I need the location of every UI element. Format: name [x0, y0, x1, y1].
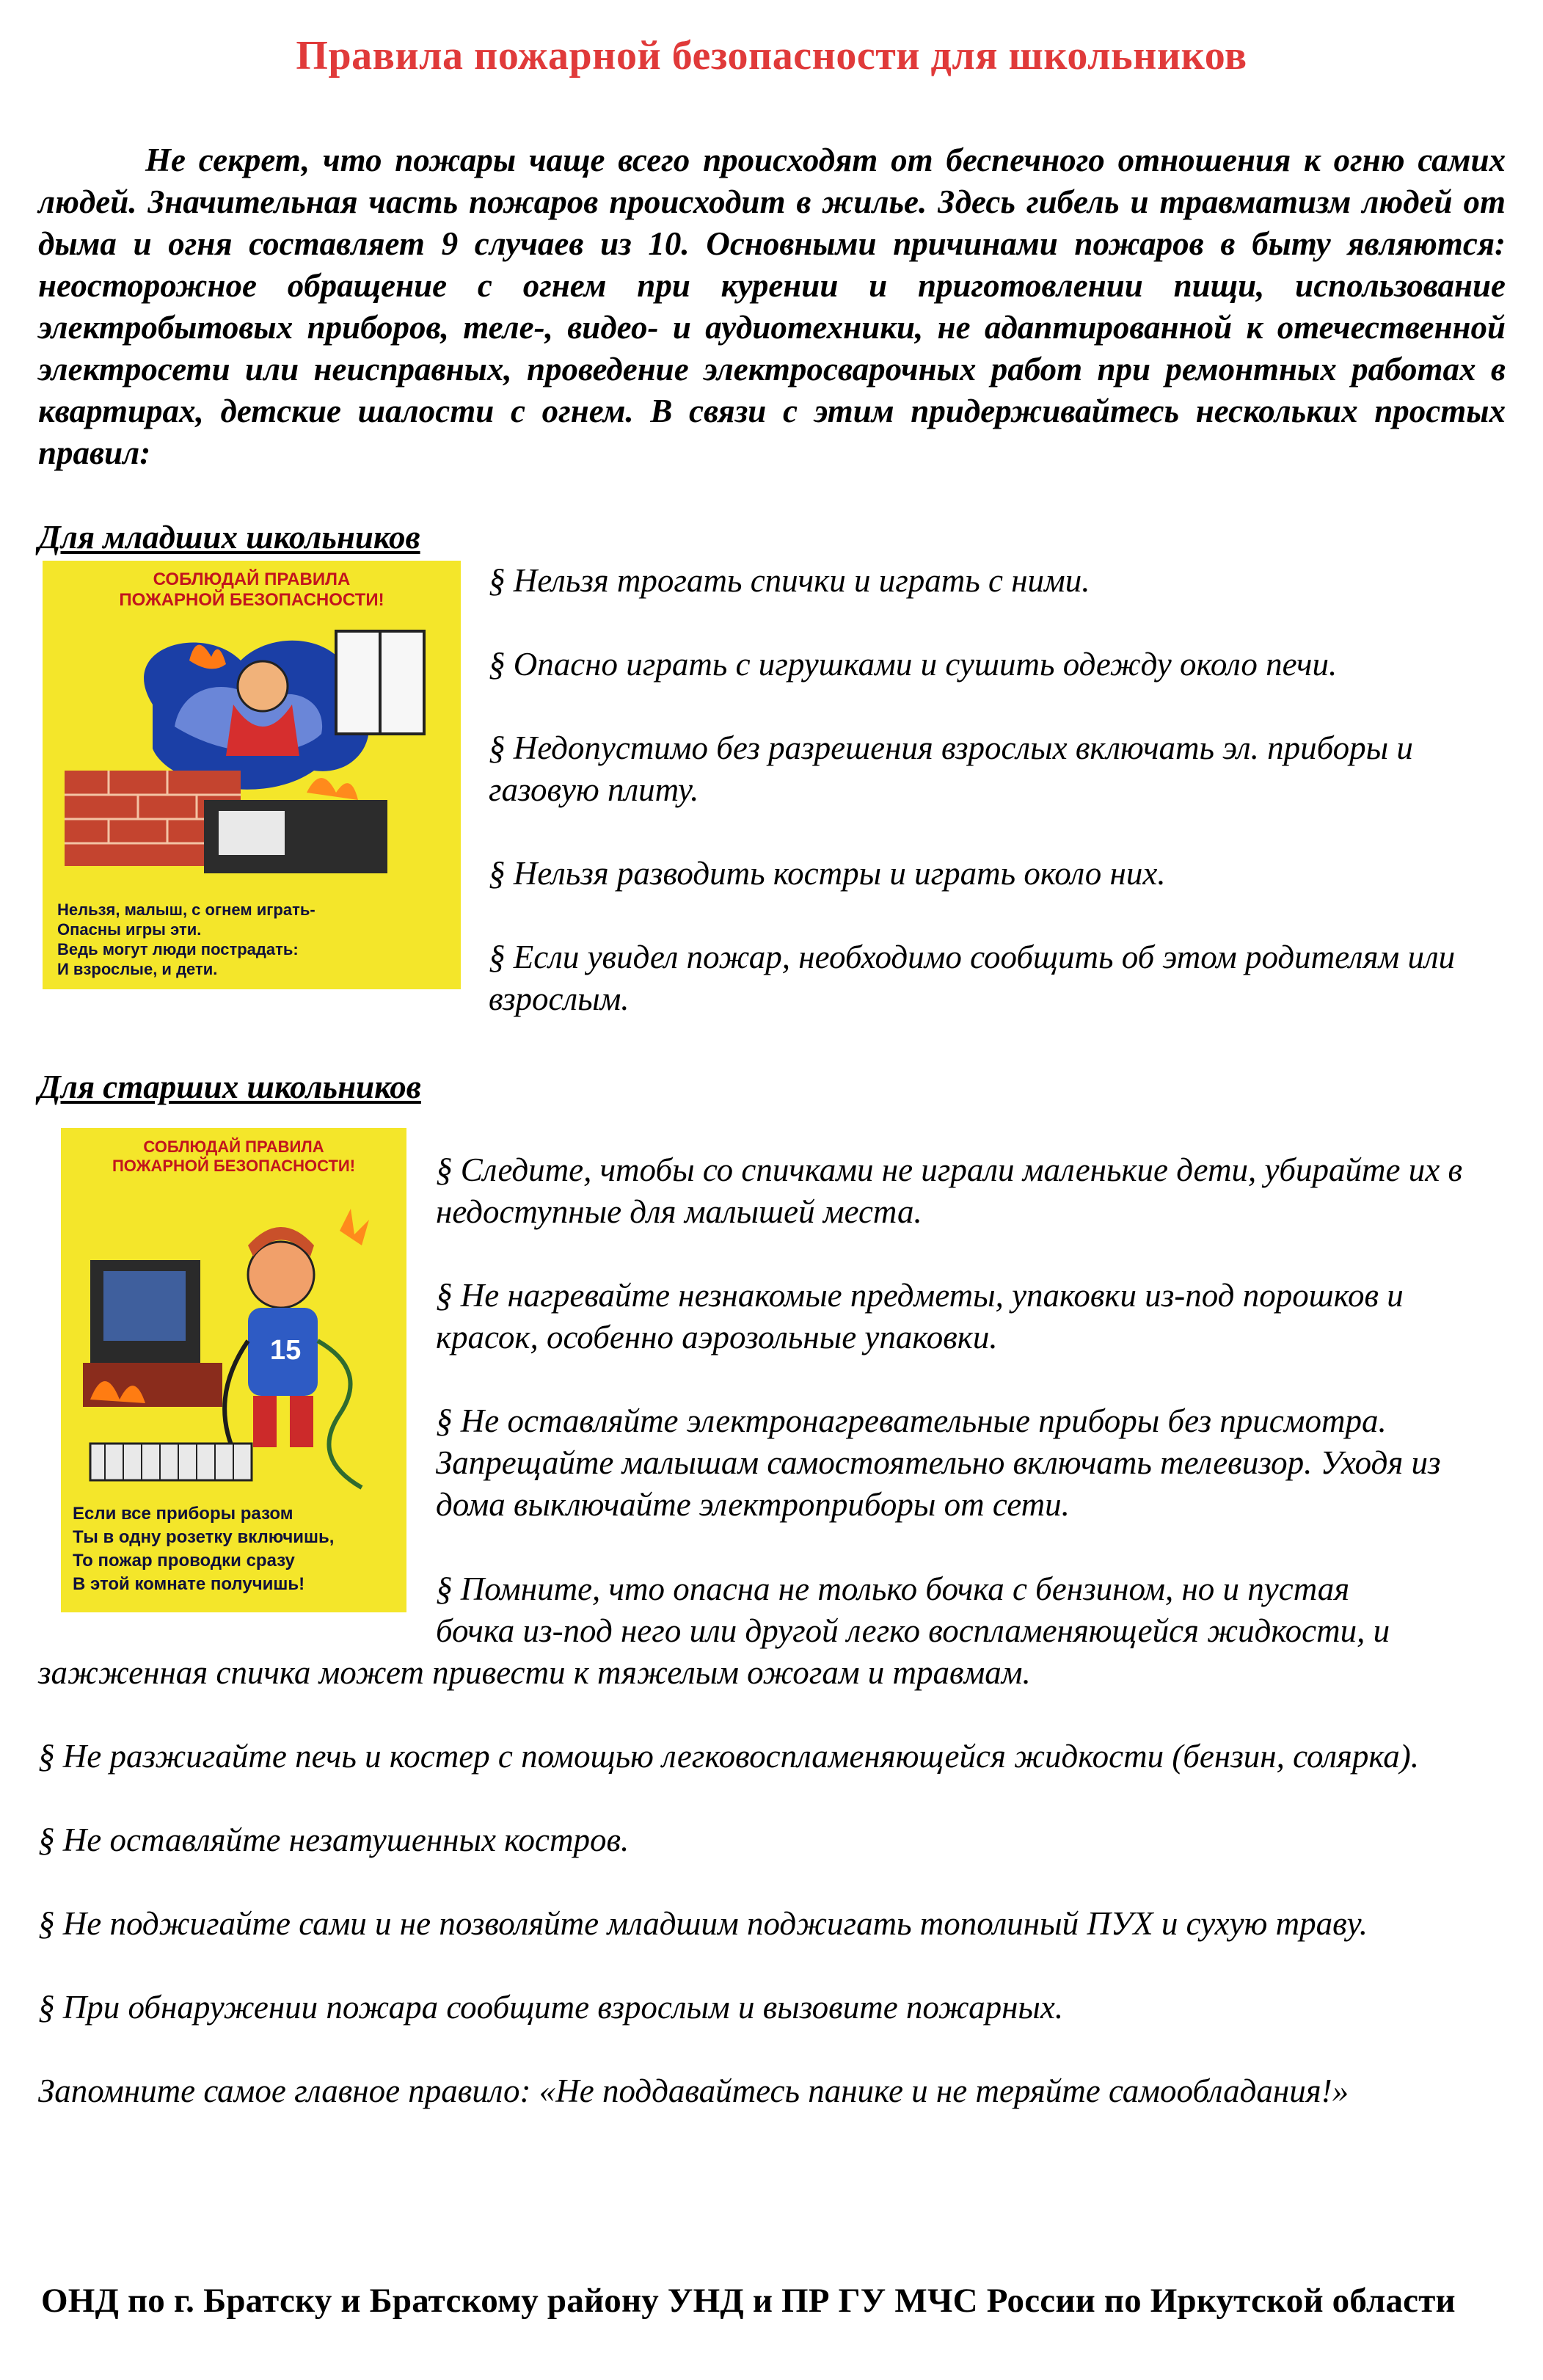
senior-rules-full — [38, 1736, 1506, 2154]
list-item: § При обнаружении пожара сообщите взрослым и вызовите пожарных. — [38, 1989, 1064, 2026]
senior-poster-verse-line: Ты в одну розетку включишь, — [73, 1527, 335, 1547]
junior-poster-verse — [57, 900, 315, 979]
list-item: § Опасно играть с игрушками и сушить одежду около печи. — [489, 646, 1338, 683]
list-item: § Если увидел пожар, необходимо сообщить об этом родителям или взрослым. — [489, 939, 1456, 1017]
junior-poster-verse-line: И взрослые, и дети. — [57, 960, 218, 978]
list-item: § Не нагревайте незнакомые предметы, упаковки из-под порошков и красок, особенно аэрозольные упаковки. — [436, 1277, 1404, 1355]
senior-poster-header-2: ПОЖАРНОЙ БЕЗОПАСНОСТИ! — [112, 1157, 356, 1175]
senior-poster-verse-line: Если все приборы разом — [73, 1504, 293, 1524]
senior-rules-side — [436, 1149, 1507, 1568]
junior-poster-header-2: ПОЖАРНОЙ БЕЗОПАСНОСТИ! — [119, 590, 384, 610]
rule-wrap-start: § Помните, что опасна не только бочка с бензином, но и пустая — [436, 1571, 1350, 1607]
junior-rules-list — [489, 560, 1509, 1062]
list-item: § Не поджигайте сами и не позволяйте младшим поджигать тополиный ПУХ и сухую траву. — [38, 1905, 1368, 1942]
list-item: § Нельзя разводить костры и играть около них. — [489, 855, 1166, 892]
senior-heading: Для старших школьников — [38, 1069, 421, 1105]
junior-poster-verse-line: Нельзя, малыш, с огнем играть- — [57, 900, 315, 919]
senior-poster-verse-line: В этой комнате получишь! — [73, 1574, 305, 1594]
list-item: § Не оставляйте незатушенных костров. — [38, 1822, 630, 1858]
senior-poster-header-1: СОБЛЮДАЙ ПРАВИЛА — [143, 1138, 324, 1156]
shirt-number: 15 — [270, 1335, 302, 1366]
list-item: § Не оставляйте электронагревательные приборы без присмотра. Запрещайте малышам самостоятельно включать телевизор. Уходя из дома выключайте электроприборы от сети. — [436, 1402, 1441, 1523]
footer-organization: ОНД по г. Братску и Братскому району УНД и ПР ГУ МЧС России по Иркутской области — [41, 2282, 1456, 2320]
list-item: § Недопустимо без разрешения взрослых включать эл. приборы и газовую плиту. — [489, 729, 1413, 808]
junior-heading: Для младших школьников — [38, 519, 420, 556]
senior-poster-verse — [73, 1502, 334, 1596]
junior-poster-image — [43, 561, 461, 989]
intro-paragraph: Не секрет, что пожары чаще всего происходят от беспечного отношения к огню самих людей. Значительная часть пожаров происходит в жилье. Здесь гибель и травматизм людей от дыма и огня составляет 9 случаев из 10. Основными причинами пожаров в быту являются: неосторожное обращение с огнем при курении и приготовлении пищи, использование электробытовых приборов, теле-, видео- и аудиотехники, не адаптированной к отечественной электросети или неисправных, проведение электросварочных работ при ремонтных работах в квартирах, детские шалости с огнем. В связи с этим придерживайтесь нескольких простых правил: — [38, 142, 1506, 471]
closing-rule: Запомните самое главное правило: «Не поддавайтесь панике и не теряйте самообладания!» — [38, 2073, 1349, 2109]
senior-poster-verse-line: То пожар проводки сразу — [73, 1551, 295, 1571]
list-item: § Не разжигайте печь и костер с помощью легковоспламеняющейся жидкости (бензин, солярка). — [38, 1738, 1420, 1775]
rule-wrap-end: зажженная спичка может привести к тяжелым ожогам и травмам. — [38, 1654, 1031, 1691]
page-title: Правила пожарной безопасности для школьников — [296, 33, 1247, 79]
list-item: § Следите, чтобы со спичками не играли маленькие дети, убирайте их в недоступные для малышей места. — [436, 1151, 1463, 1230]
junior-poster-verse-line: Опасны игры эти. — [57, 920, 202, 939]
list-item: § Нельзя трогать спички и играть с ними. — [489, 562, 1090, 599]
senior-poster-image — [61, 1128, 406, 1612]
junior-poster-header-1: СОБЛЮДАЙ ПРАВИЛА — [153, 569, 351, 589]
rule-wrap-cont: бочка из-под него или другой легко воспламеняющейся жидкости, и — [436, 1612, 1390, 1649]
senior-poster-illustration — [61, 1179, 406, 1502]
junior-poster-verse-line: Ведь могут люди пострадать: — [57, 940, 299, 958]
junior-poster-illustration — [43, 616, 461, 888]
